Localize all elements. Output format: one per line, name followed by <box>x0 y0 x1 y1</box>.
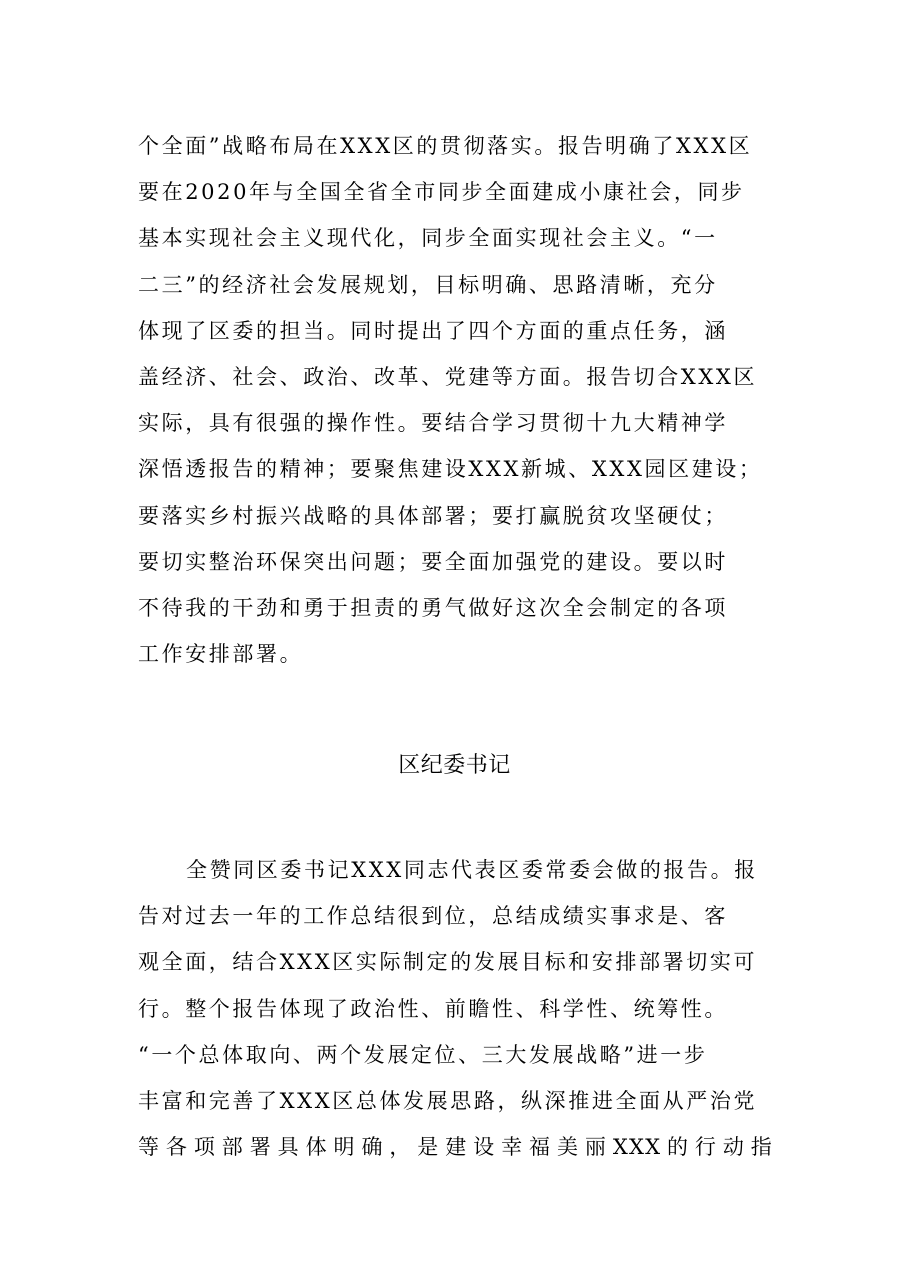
paragraph-continuation <box>138 123 773 677</box>
paragraph-line: “一个总体取向、两个发展定位、三大发展战略”进一步 <box>138 1042 708 1067</box>
paragraph-line: 要切实整治环保突出问题；要全面加强党的建设。要以时 <box>138 549 728 574</box>
paragraph-line: 二三”的经济社会发展规划，目标明确、思路清晰，充分 <box>138 272 718 297</box>
paragraph-line: 深悟透报告的精神；要聚焦建设XXX新城、XXX园区建设； <box>138 457 763 482</box>
paragraph-line: 盖经济、社会、政治、改革、党建等方面。报告切合XXX区 <box>138 364 758 389</box>
paragraph-line: 要落实乡村振兴战略的具体部署；要打赢脱贫攻坚硬仗； <box>138 503 728 528</box>
paragraph-line: 要在2020年与全国全省全市同步全面建成小康社会，同步 <box>138 180 745 205</box>
paragraph-line: 告对过去一年的工作总结很到位，总结成绩实事求是、客 <box>138 904 728 929</box>
paragraph-line: 实际，具有很强的操作性。要结合学习贯彻十九大精神学 <box>138 411 728 436</box>
paragraph-line: 观全面，结合XXX区实际制定的发展目标和安排部署切实可 <box>138 950 758 975</box>
paragraph-line: 个全面”战略布局在XXX区的贯彻落实。报告明确了XXX区 <box>138 134 753 158</box>
paragraph-line: 不待我的干劲和勇于担责的勇气做好这次全会制定的各项 <box>138 595 728 620</box>
paragraph-line: 丰富和完善了XXX区总体发展思路，纵深推进全面从严治党 <box>138 1088 758 1113</box>
section-heading: 区纪委书记 <box>398 753 511 778</box>
paragraph-line: 体现了区委的担当。同时提出了四个方面的重点任务，涵 <box>138 318 728 343</box>
paragraph-statement <box>138 847 773 1170</box>
paragraph-line: 行。整个报告体现了政治性、前瞻性、科学性、统筹性。 <box>138 996 728 1021</box>
paragraph-line: 等各项部署具体明确，是建设幸福美丽XXX的行动指 <box>138 1135 773 1160</box>
paragraph-line: 工作安排部署。 <box>138 642 304 667</box>
paragraph-line: 基本实现社会主义现代化，同步全面实现社会主义。“一 <box>138 226 718 251</box>
paragraph-line: 全赞同区委书记XXX同志代表区委常委会做的报告。报 <box>186 858 758 882</box>
